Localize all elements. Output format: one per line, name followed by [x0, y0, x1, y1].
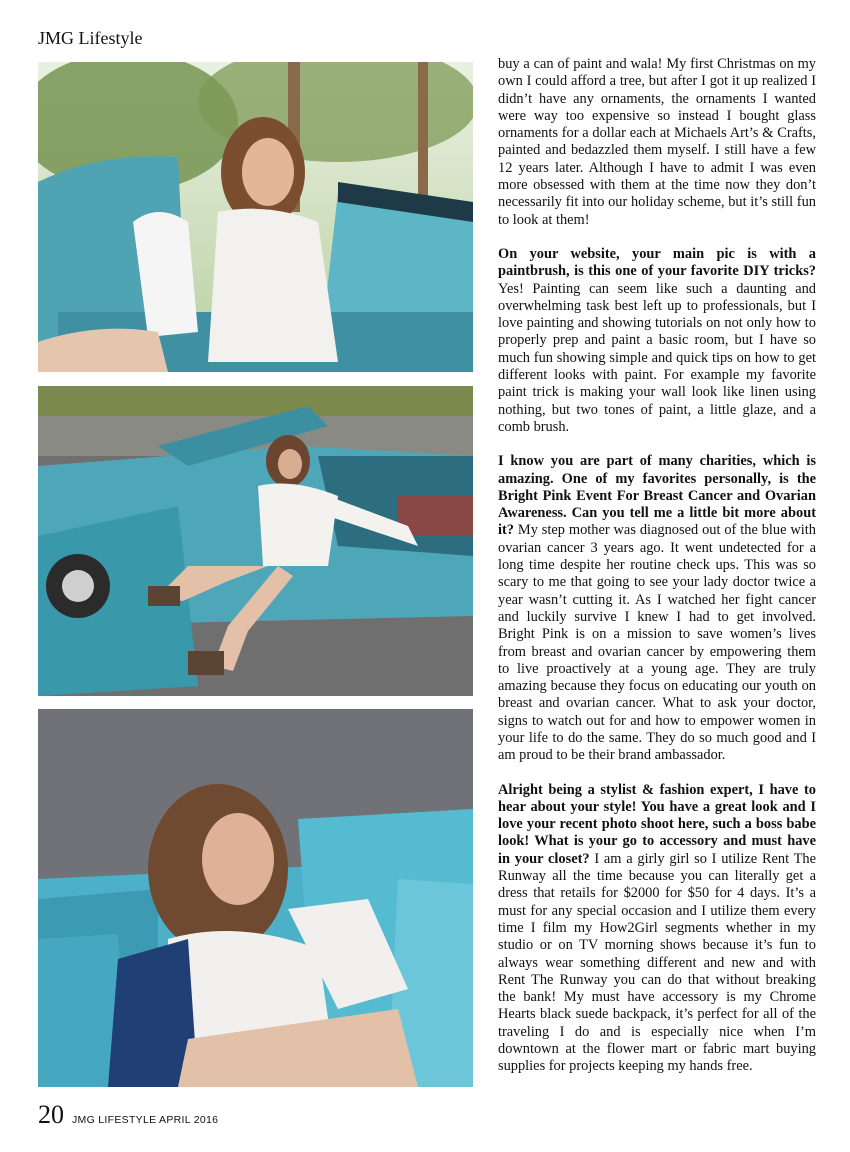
page-number: 20 — [38, 1100, 64, 1129]
question: On your website, your main pic is with a paintbrush, is this one of your favorite DIY tricks? — [498, 245, 816, 280]
photo-convertible-back-seat — [38, 709, 473, 1087]
answer: buy a can of paint and wala! My first Christmas on my own I could afford a tree, but after I got it up realized I didn’t have any ornaments, the ornaments I wanted were way too expensive so instead I bought glass ornaments for a dollar each at Michaels Art’s & Crafts, painted and bedazzled them myself. I still have a few 12 years later. Although I have to admit I was even more obsessed with them at the time now they don’t necessarily fit into our holiday scheme, but it’s still fun to look at them! — [498, 56, 816, 228]
article-body — [498, 56, 816, 1093]
question: Alright being a stylist & fashion expert, I have to hear about your style! You have a great look and I love your recent photo shoot here, such a boss babe look! What is your go to accessory and must have in your closet? — [498, 781, 816, 867]
question: I know you are part of many charities, which is amazing. One of my favorites personally, is the Bright Pink Event For Breast Cancer and Ovarian Awareness. Can you tell me a little bit more about it? — [498, 453, 816, 539]
magazine-title: JMG Lifestyle — [38, 28, 143, 48]
article-paragraph — [498, 56, 816, 229]
photo-convertible-open-door — [38, 386, 473, 696]
article-paragraph — [498, 453, 816, 764]
article-paragraph — [498, 782, 816, 1076]
issue-label: JMG LIFESTYLE APRIL 2016 — [72, 1114, 219, 1126]
page-footer — [38, 1100, 218, 1130]
article-paragraph — [498, 246, 816, 436]
answer: Yes! Painting can seem like such a daunting and overwhelming task best left up to professionals, but I love painting and showing tutorials on not only how to properly prep and paint a basic room, but I have so much fun showing simple and quick tips on how to get different looks with paint. For example my favorite paint trick is making your wall look like linen using nothing, but two tones of paint, a little glaze, and a comb brush. — [498, 280, 816, 435]
answer: I am a girly girl so I utilize Rent The Runway all the time because you can literally get a dress that retails for $2000 for $50 for 4 days. It’s a must for any special occasion and I utilize them every time I film my How2Girl segments whether in my studio or on TV morning shows because it’s fun to always wear something different and new and with Rent The Runway you can do that without breaking the bank! My must have accessory is my Chrome Hearts black suede backpack, it’s perfect for all of the traveling I do and is especially nice when I’m downtown at the flower mart or fabric mart buying supplies for projects keeping my hands free. — [498, 850, 816, 1075]
answer: My step mother was diagnosed out of the blue with ovarian cancer 3 years ago. It went undetected for a long time despite her routine check ups. This was so scary to me that going to see your lady doctor twice a year wasn’t cutting it. As I watched her fight cancer and luckily survive I knew I had to get involved. Bright Pink is on a mission to save women’s lives from breast and ovarian cancer by empowering them to live proactively at a young age. They are truly amazing because they focus on educating our youth on breast and ovarian cancer. What to ask your doctor, signs to watch out for and how to empower women in your life to do the same. They do so much good and I am proud to be their brand ambassador. — [498, 522, 816, 764]
photo-convertible-trees — [38, 62, 473, 372]
